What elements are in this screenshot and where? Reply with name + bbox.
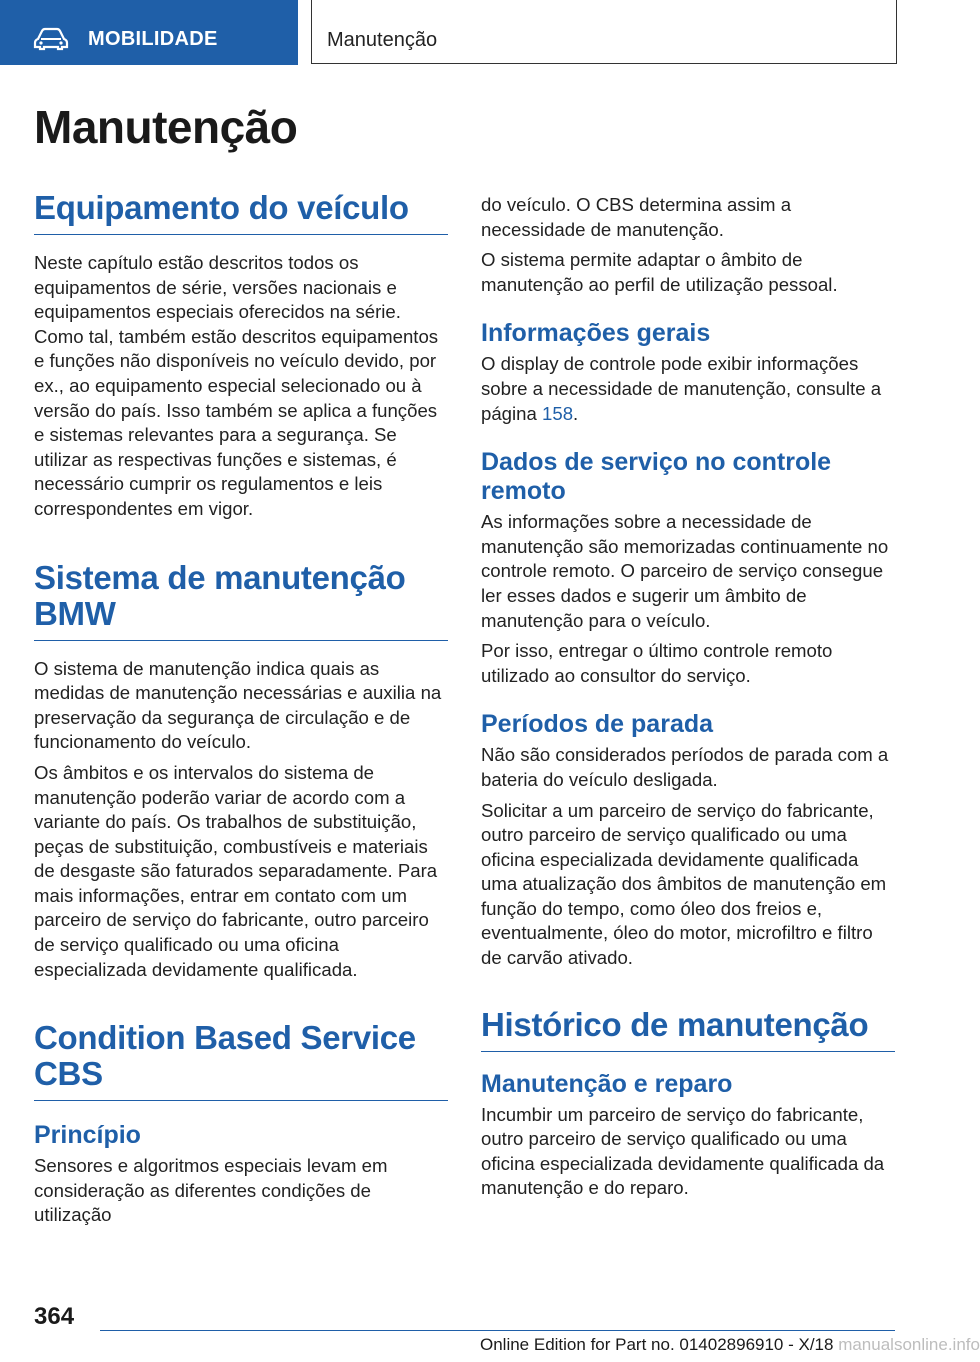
heading-dados: Dados de serviço no controle remoto xyxy=(481,448,832,506)
paragraph-dados-2: Por isso, entregar o último controle remoto utilizado ao consultor do serviço. xyxy=(481,640,833,686)
heading-periodos: Períodos de parada xyxy=(481,710,714,739)
paragraph-periodos-1: Não são considerados períodos de parada com a bateria do veículo desligada. xyxy=(481,744,889,790)
section-tab-mobilidade[interactable] xyxy=(0,0,298,65)
heading-historico: Histórico de manutenção xyxy=(481,1007,895,1052)
heading-principio: Princípio xyxy=(34,1121,141,1150)
right-column xyxy=(481,193,895,1201)
paragraph-sistema-2: Os âmbitos e os intervalos do sistema de manutenção poderão variar de acordo com a variante do país. Os trabalhos de substituição, peças de substituição, combustíveis e materiais de desgaste são faturados separadamente. Para mais informações, entrar em contato com um parceiro de serviço do fabricante, outro parceiro de serviço qualificado ou uma oficina especializada devidamente qualificada. xyxy=(34,761,438,980)
page-number: 364 xyxy=(34,1303,75,1330)
paragraph-principio: Sensores e algoritmos especiais levam em consideração as diferentes condições de utilização xyxy=(34,1155,388,1226)
heading-sistema-bmw: Sistema de manutenção BMW xyxy=(34,560,448,641)
page-link-158[interactable]: 158 xyxy=(542,402,574,424)
paragraph-principio-2: O sistema permite adaptar o âmbito de manutenção ao perfil de utilização pessoal. xyxy=(481,249,838,295)
paragraph-dados-1: As informações sobre a necessidade de manutenção são memorizadas continuamente no controle remoto. O parceiro de serviço consegue ler esses dados e sugerir um âmbito de manutenção para o veículo. xyxy=(481,511,889,631)
paragraph-periodos-2: Solicitar a um parceiro de serviço do fabricante, outro parceiro de serviço qualificado ou uma oficina especializada devidamente qualificada uma atualização dos âmbitos de manutenção em função do tempo, como óleo dos freios e, eventualmente, óleo do motor, microfiltro e filtro de carvão ativado. xyxy=(481,799,887,969)
heading-equipamento: Equipamento do veículo xyxy=(34,190,448,235)
section-tab-label: MOBILIDADE xyxy=(88,28,218,50)
paragraph-principio-cont: do veículo. O CBS determina assim a necessidade de manutenção. xyxy=(481,194,792,240)
heading-reparo: Manutenção e reparo xyxy=(481,1069,733,1098)
paragraph-sistema-1: O sistema de manutenção indica quais as medidas de manutenção necessárias e auxilia na preservação da segurança de circulação e de funcionamento do veículo. xyxy=(34,657,442,753)
footer-divider xyxy=(100,1330,895,1331)
chapter-label: Manutenção xyxy=(327,29,438,51)
paragraph-equipamento: Neste capítulo estão descritos todos os equipamentos de série, versões nacionais e equipamentos especiais oferecidos na série. Como tal, também estão descritos equipamentos e funções não disponíveis no veículo devido, por ex., ao equipamento especial selecionado ou à versão do país. Isso também se aplica a funções e sistemas relevantes para a segurança. Se utilizar as respectivas funções e sistemas, é necessário cumprir os regulamentos e leis correspondentes em vigor. xyxy=(34,252,439,519)
page-title: Manutenção xyxy=(34,101,298,153)
paragraph-reparo: Incumbir um parceiro de serviço do fabricante, outro parceiro de serviço qualificado ou uma oficina especializada devidamente qualificada da manutenção e do reparo. xyxy=(481,1103,885,1199)
car-icon xyxy=(34,28,68,55)
chapter-header xyxy=(311,0,897,64)
left-column xyxy=(34,190,448,1228)
paragraph-informacoes: O display de controle pode exibir informações sobre a necessidade de manutenção, consulte a página 158. xyxy=(481,353,882,424)
footer-edition: Online Edition for Part no. 01402896910 - X/18 manualsonline.info xyxy=(480,1335,980,1354)
heading-cbs: Condition Based Service CBS xyxy=(34,1020,448,1101)
watermark: manualsonline.info xyxy=(833,1335,980,1354)
heading-informacoes: Informações gerais xyxy=(481,319,711,348)
